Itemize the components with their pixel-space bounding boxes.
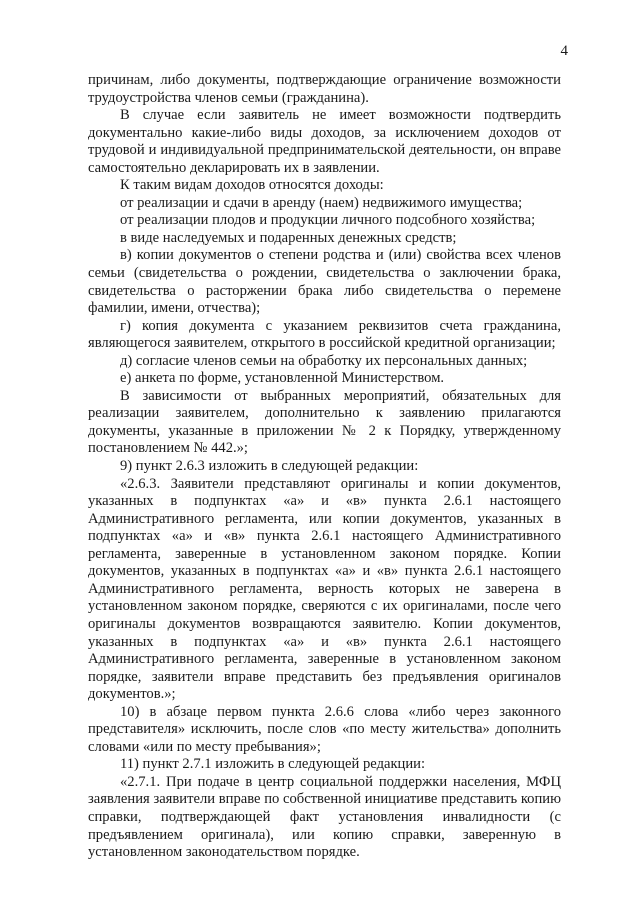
paragraph-additional-docs: В зависимости от выбранных мероприятий, обязательных для реализации заявителем, дополнительно к заявлению прилагаются документы, указанные в приложении № 2 к Порядку, утвержденному постановлением № 442.»; xyxy=(88,387,561,457)
paragraph-2-6-3: «2.6.3. Заявители представляют оригиналы и копии документов, указанных в подпунктах «а» и «в» пункта 2.6.1 настоящего Административного регламента, или копии документов, указанных в подпунктах «а» и «в» пункта 2.6.1 настоящего Административного регламента, заверенные в установленном законом порядке. Копии документов, указанных в подпунктах «а» и «в» пункта 2.6.1 настоящего Административного регламента, верность которых не заверена в установленном законом порядке, сверяются с их оригиналами, после чего оригиналы документов возвращаются заявителю. Копии документов, указанных в подпунктах «а» и «в» пункта 2.6.1 настоящего Административного регламента, заверенные в установленном законом порядке, заявители вправе представить без предъявления оригиналов документов.»; xyxy=(88,475,561,703)
paragraph-point-10: 10) в абзаце первом пункта 2.6.6 слова «либо через законного представителя» исключить, после слов «по месту жительства» дополнить словами «или по месту пребывания»; xyxy=(88,703,561,755)
paragraph-point-9: 9) пункт 2.6.3 изложить в следующей редакции: xyxy=(120,458,419,475)
paragraph-income-farm: от реализации плодов и продукции личного подсобного хозяйства; xyxy=(120,212,536,229)
paragraph-income-inheritance: в виде наследуемых и подаренных денежных средств; xyxy=(120,229,457,246)
paragraph-item-d: д) согласие членов семьи на обработку их персональных данных; xyxy=(120,352,528,369)
paragraph-item-g: г) копия документа с указанием реквизитов счета гражданина, являющегося заявителем, открытого в российской кредитной организации; xyxy=(88,317,561,352)
paragraph-income-rent: от реализации и сдачи в аренду (наем) недвижимого имущества; xyxy=(120,194,523,211)
paragraph-item-e: е) анкета по форме, установленной Министерством. xyxy=(120,370,445,387)
paragraph-2-7-1: «2.7.1. При подаче в центр социальной поддержки населения, МФЦ заявления заявители вправе по собственной инициативе представить копию справки, подтверждающей факт установления инвалидности (с предъявлением оригинала), или копию справки, заверенную в установленном законодательством порядке. xyxy=(88,773,561,861)
paragraph-continuation: причинам, либо документы, подтверждающие ограничение возможности трудоустройства членов семьи (гражданина). xyxy=(88,72,561,106)
document-body xyxy=(88,72,561,862)
page-number: 4 xyxy=(560,43,568,59)
paragraph-point-11: 11) пункт 2.7.1 изложить в следующей редакции: xyxy=(120,756,426,773)
paragraph-income-declaration: В случае если заявитель не имеет возможности подтвердить документально какие-либо виды доходов, за исключением доходов от трудовой и индивидуальной предпринимательской деятельности, он вправе самостоятельно декларировать их в заявлении. xyxy=(88,107,561,176)
paragraph-item-v: в) копии документов о степени родства и (или) свойства всех членов семьи (свидетельства о рождении, свидетельства о заключении брака, свидетельства о расторжении брака либо свидетельства о перемене фамилии, имени, отчества); xyxy=(88,247,561,317)
paragraph-income-types-intro: К таким видам доходов относятся доходы: xyxy=(120,177,384,194)
